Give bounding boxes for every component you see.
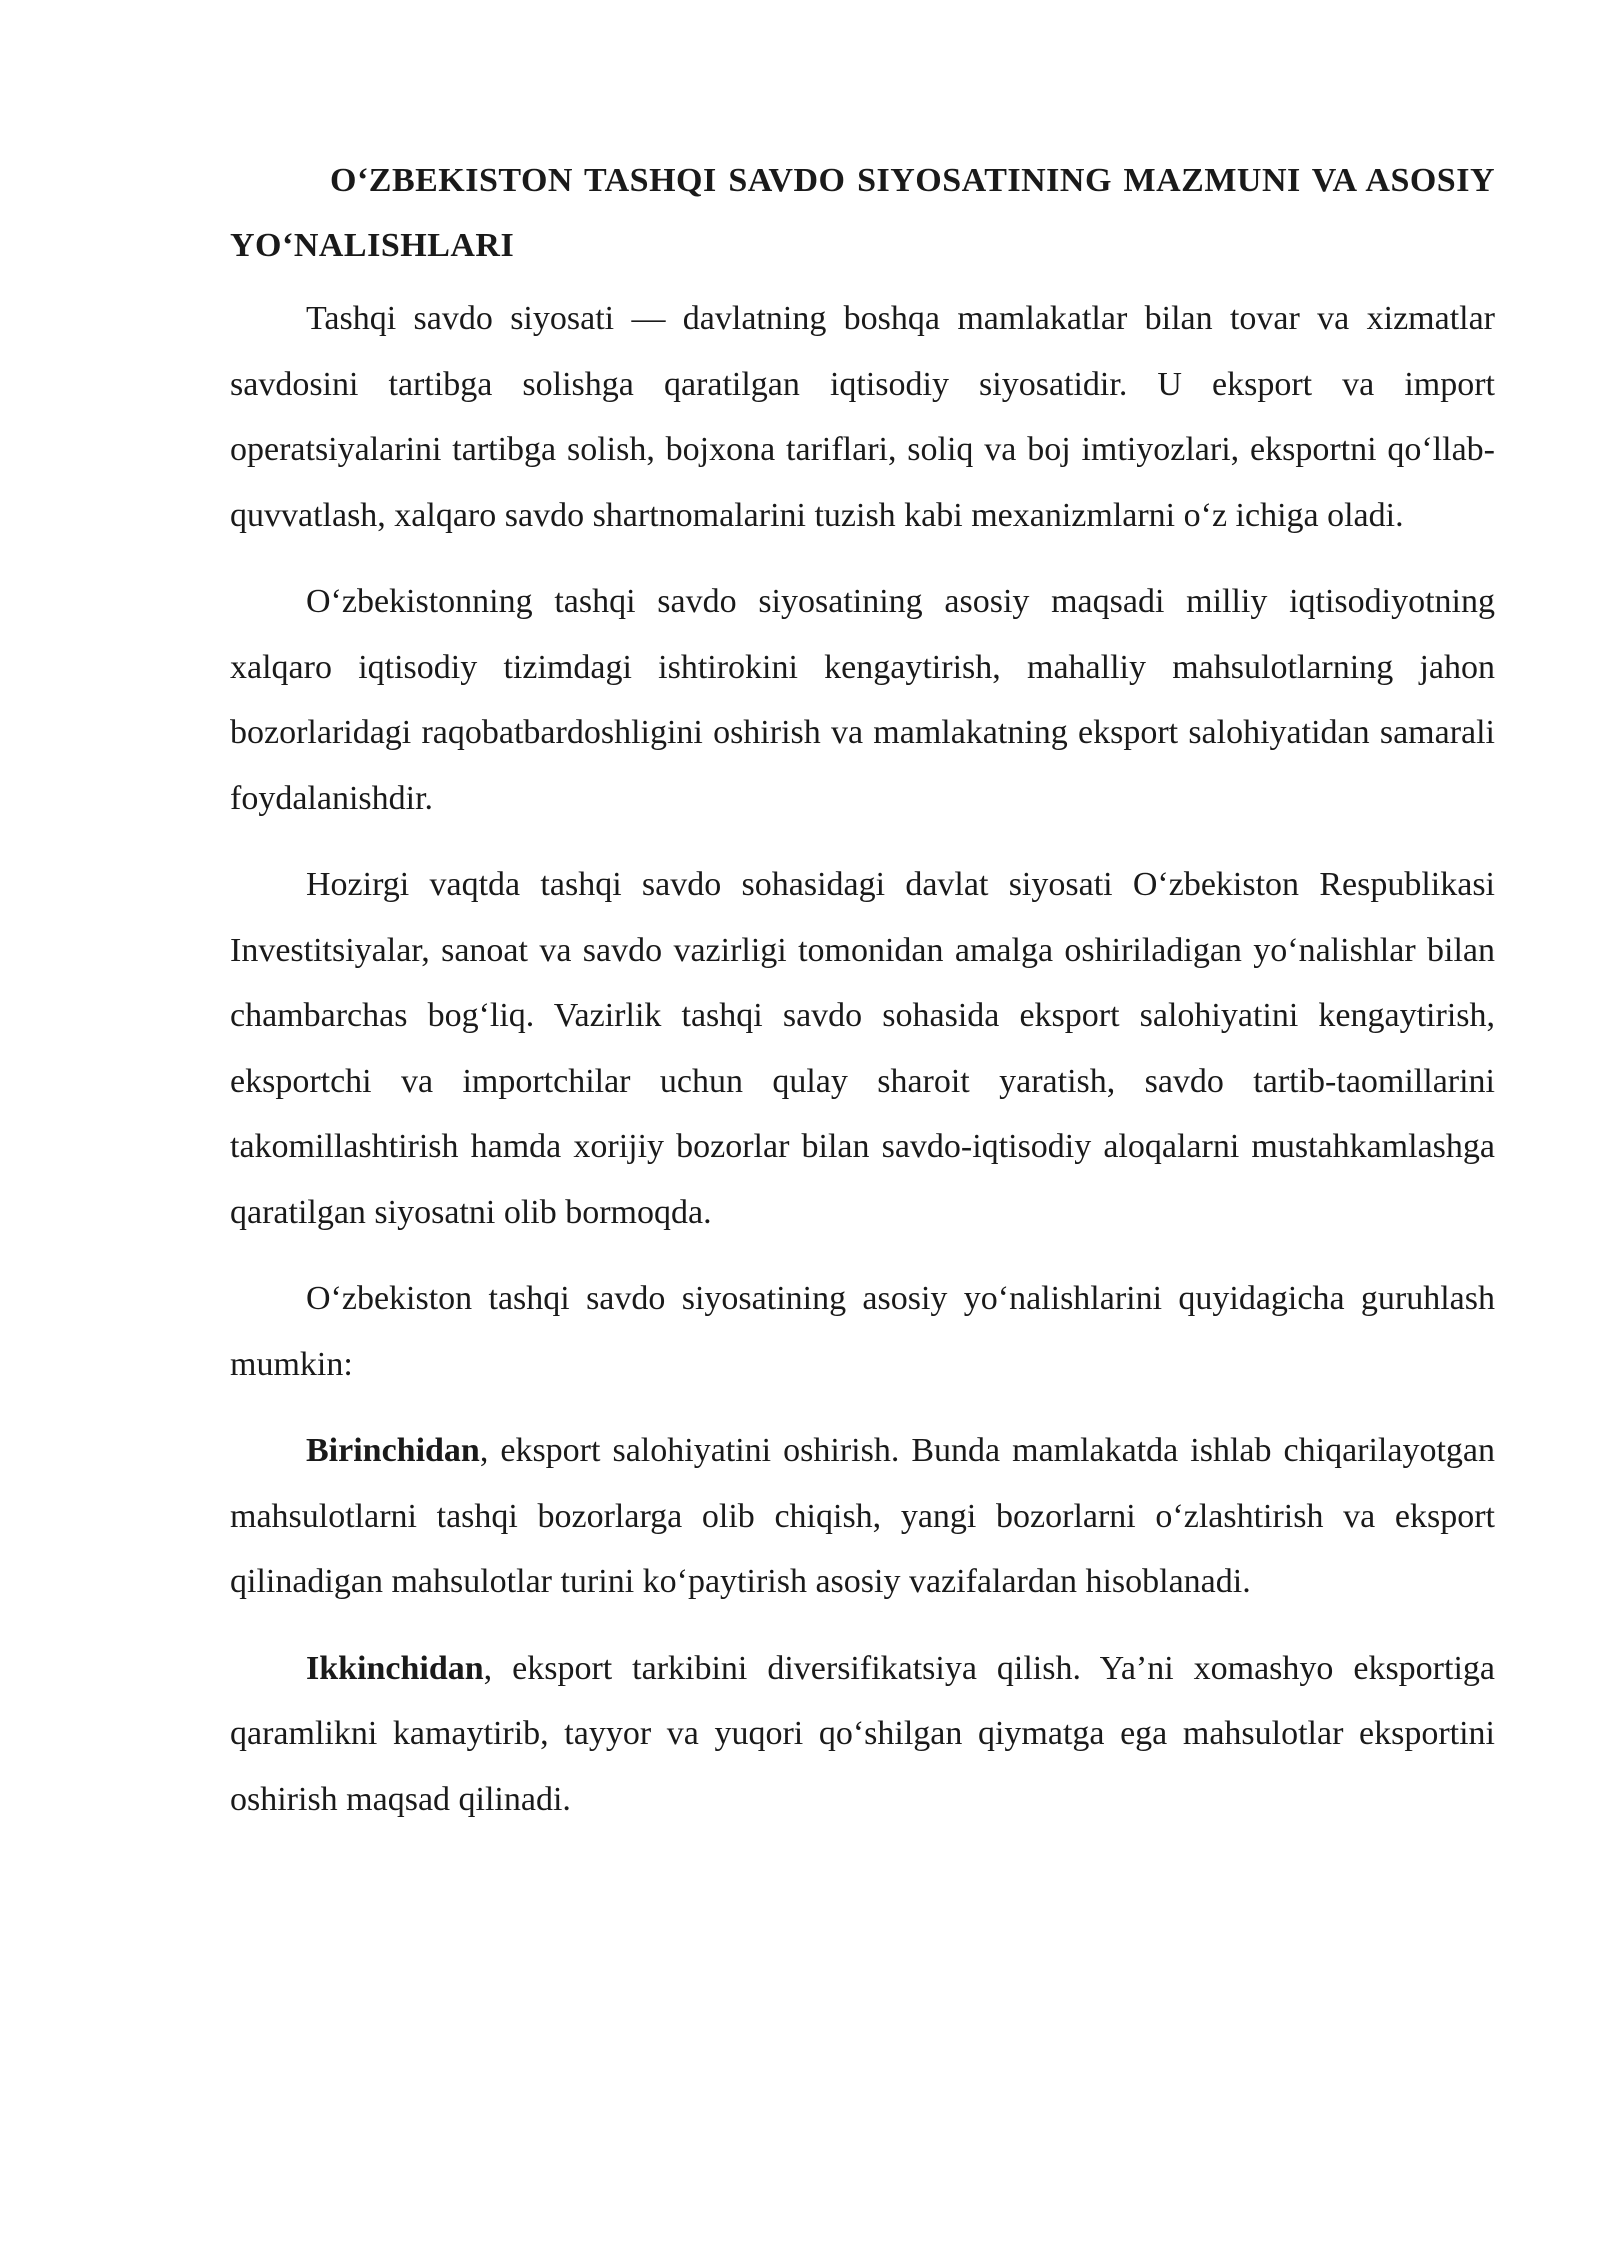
paragraph-2: [230, 569, 1495, 831]
paragraph-1: [230, 286, 1495, 548]
paragraph-1-text: Tashqi savdo siyosati — davlatning boshqa mamlakatlar bilan tovar va xizmatlar savdosini tartibga solishga qaratilgan iqtisodiy siyosatidir. U eksport va import operatsiyalarini tartibga solish, bojxona tariflari, soliq va boj imtiyozlari, eksportni qo‘llab-quvvatlash, xalqaro savdo shartnomalarini tuzish kabi mexanizmlarni o‘z ichiga oladi.: [230, 300, 1495, 534]
paragraph-5-text: , eksport salohiyatini oshirish. Bunda mamlakatda ishlab chiqarilayotgan mahsulotlarni tashqi bozorlarga olib chiqish, yangi bozorlarni o‘zlashtirish va eksport qilinadigan mahsulotlar turini ko‘paytirish asosiy vazifalardan hisoblanadi.: [230, 1432, 1495, 1600]
paragraph-3-text: Hozirgi vaqtda tashqi savdo sohasidagi davlat siyosati O‘zbekiston Respublikasi Investitsiyalar, sanoat va savdo vazirligi tomonidan amalga oshiriladigan yo‘nalishlar bilan chambarchas bog‘liq. Vazirlik tashqi savdo sohasida eksport salohiyatini kengaytirish, eksportchi va importchilar uchun qulay sharoit yaratish, savdo tartib-taomillarini takomillashtirish hamda xorijiy bozorlar bilan savdo-iqtisodiy aloqalarni mustahkamlashga qaratilgan siyosatni olib bormoqda.: [230, 866, 1495, 1231]
paragraph-2-text: O‘zbekistonning tashqi savdo siyosatining asosiy maqsadi milliy iqtisodiyotning xalqaro iqtisodiy tizimdagi ishtirokini kengaytirish, mahalliy mahsulotlarning jahon bozorlaridagi raqobatbardoshligini oshirish va mamlakatning eksport salohiyatidan samarali foydalanishdir.: [230, 583, 1495, 817]
paragraph-5-lead: Birinchidan: [306, 1432, 480, 1469]
paragraph-6-lead: Ikkinchidan: [306, 1649, 484, 1687]
paragraph-6-text: , eksport tarkibini diversifikatsiya qilish. Ya’ni xomashyo eksportiga qaramlikni kamaytirib, tayyor va yuqori qo‘shilgan qiymatga ega mahsulotlar eksportini oshirish maqsad qilinadi.: [230, 1649, 1495, 1818]
paragraph-5: [230, 1418, 1495, 1615]
paragraph-4: [230, 1266, 1495, 1397]
paragraph-6: [230, 1636, 1495, 1833]
document-title: O‘ZBEKISTON TASHQI SAVDO SIYOSATINING MAZMUNI VA ASOSIY YO‘NALISHLARI: [230, 162, 1495, 264]
paragraph-4-text: O‘zbekiston tashqi savdo siyosatining asosiy yo‘nalishlarini quyidagicha guruhlash mumkin:: [230, 1280, 1495, 1383]
paragraph-3: [230, 852, 1495, 1245]
document-page: [230, 148, 1495, 1853]
